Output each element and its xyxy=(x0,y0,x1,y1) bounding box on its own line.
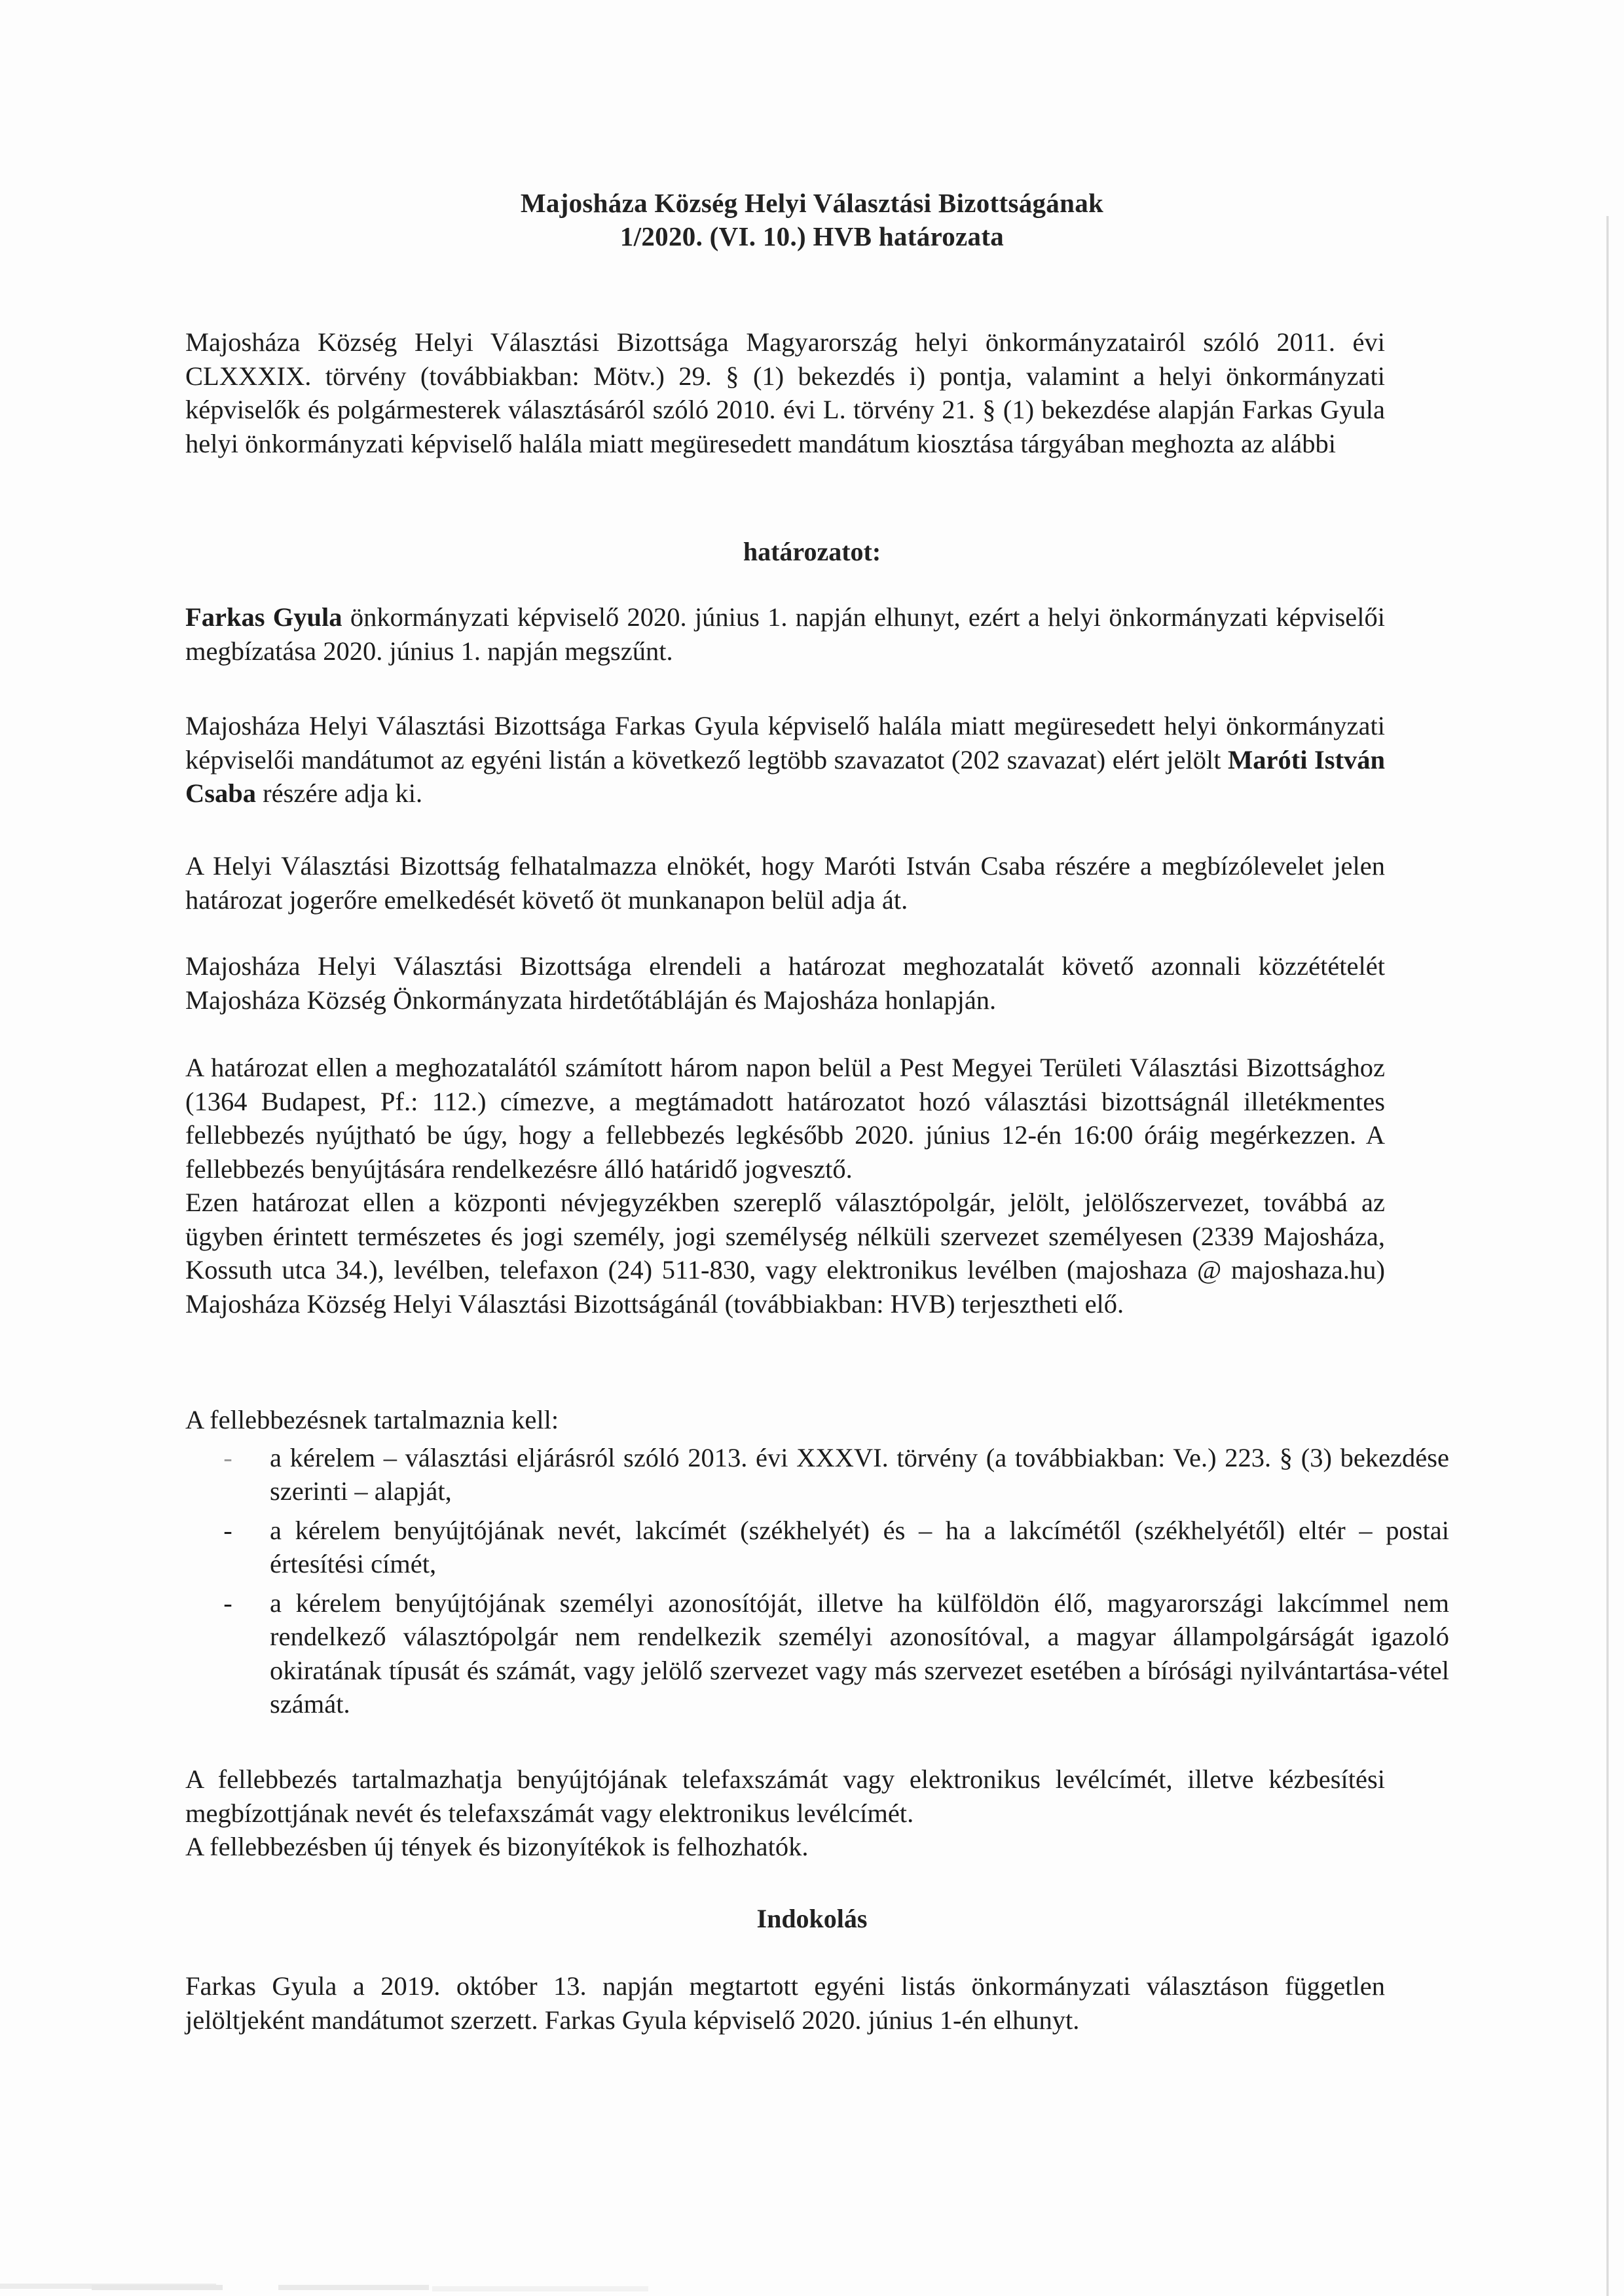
reasoning-paragraph-text: Farkas Gyula a 2019. október 13. napján megtartott egyéni listás önkormányzati választáson független jelöltjeként mandátumot szerzett. Farkas Gyula képviselő 2020. június 1-én elhunyt. xyxy=(185,1971,1385,2035)
scan-bottom-artifact xyxy=(92,2285,223,2290)
appeal-contents-intro: A fellebbezésnek tartalmaznia kell: xyxy=(185,1405,559,1434)
dash-bullet-icon: - xyxy=(223,1442,232,1472)
decision-heading: határozatot: xyxy=(743,537,881,566)
optional-contents-text: A fellebbezés tartalmazhatja benyújtójának telefaxszámát vagy elektronikus levélcímét, illetve kézbesítési megbízottjának nevét és telefaxszámát vagy elektronikus levélcímét. xyxy=(185,1764,1385,1828)
reasoning-heading: Indokolás xyxy=(756,1904,868,1933)
appeal-paragraph-2-text: Ezen határozat ellen a központi névjegyzékben szereplő választópolgár, jelölt, jelölőszervezet, továbbá az ügyben érintett természetes és jogi személy, jogi személység nélküli szervezet személyesen (2339 Majosháza, Kossuth utca 34.), levélben, telefaxon (24) 511-830, vagy elektronikus levélben (majoshaza @ majoshaza.hu) Majosháza Község Helyi Választási Bizottságánál (továbbiakban: HVB) terjesztheti elő. xyxy=(185,1188,1385,1319)
appeal-paragraph-2 xyxy=(185,1186,1385,1321)
scan-bottom-artifact xyxy=(432,2286,648,2291)
deceased-name: Farkas Gyula xyxy=(185,602,342,632)
document-title-line1: Majosháza Község Helyi Választási Bizottságának xyxy=(520,188,1104,218)
new-evidence-text: A fellebbezésben új tények és bizonyítékok is felhozhatók. xyxy=(185,1832,809,1861)
decision-paragraph-2 xyxy=(185,709,1385,811)
reasoning-paragraph xyxy=(185,1969,1385,2037)
decision-paragraph-2-after: részére adja ki. xyxy=(256,778,423,808)
appeal-paragraph-1-text: A határozat ellen a meghozatalától számított három napon belül a Pest Megyei Területi Választási Bizottsághoz (1364 Budapest, Pf.: 112.) címezve, a megtámadott határozatot hozó választási bizottságnál illetékmentes fellebbezés nyújtható be úgy, hogy a fellebbezés legkésőbb 2020. június 12-én 16:00 óráig megérkezzen. A fellebbezés benyújtására rendelkezésre álló határidő jogvesztő. xyxy=(185,1053,1385,1184)
appeal-paragraph-1 xyxy=(185,1051,1385,1186)
decision-paragraph-2-before: Majosháza Helyi Választási Bizottsága Farkas Gyula képviselő halála miatt megüresedett helyi önkormányzati képviselői mandátumot az egyéni listán a következő legtöbb szavazatot (202 szavazat) elért jelölt xyxy=(185,711,1385,774)
list-item xyxy=(185,1514,1449,1581)
decision-paragraph-4-text: Majosháza Helyi Választási Bizottsága elrendeli a határozat meghozatalát követő azonnali közzétételét Majosháza Község Önkormányzata hirdetőtábláján és Majosháza honlapján. xyxy=(185,951,1385,1015)
list-item xyxy=(185,1586,1449,1721)
list-item xyxy=(185,1441,1449,1508)
decision-paragraph-3-text: A Helyi Választási Bizottság felhatalmazza elnökét, hogy Maróti István Csaba részére a megbízólevelet jelen határozat jogerőre emelkedését követő öt munkanapon belül adja át. xyxy=(185,851,1385,915)
list-item-text: a kérelem benyújtójának nevét, lakcímét (székhelyét) és – ha a lakcímétől (székhelyétől) eltér – postai értesítési címét, xyxy=(270,1515,1449,1578)
scan-edge-artifact xyxy=(1606,216,1609,2296)
document-title-line2: 1/2020. (VI. 10.) HVB határozata xyxy=(619,221,1005,251)
dash-bullet-icon: - xyxy=(223,1515,232,1545)
list-item-text: a kérelem – választási eljárásról szóló 2013. évi XXXVI. törvény (a továbbiakban: Ve.) 223. § (3) bekezdése szerinti – alapját, xyxy=(270,1442,1449,1506)
new-representative-name: Maróti István Csaba xyxy=(185,744,1385,808)
appeal-contents-list xyxy=(185,1403,1449,1721)
decision-paragraph-4 xyxy=(185,949,1385,1017)
decision-paragraph-3 xyxy=(185,849,1385,917)
decision-paragraph-1-text: önkormányzati képviselő 2020. június 1. napján elhunyt, ezért a helyi önkormányzati képviselői megbízatása 2020. június 1. napján megszűnt. xyxy=(185,602,1385,666)
dash-bullet-icon: - xyxy=(223,1588,232,1618)
decision-paragraph-1 xyxy=(185,600,1385,668)
intro-paragraph xyxy=(185,325,1385,460)
optional-contents-paragraph xyxy=(185,1762,1385,1864)
scan-bottom-artifact xyxy=(278,2285,429,2290)
list-item-text: a kérelem benyújtójának személyi azonosítóját, illetve ha külföldön élő, magyarországi lakcímmel nem rendelkező választópolgár nem rendelkezik személyi azonosítóval, a magyar állampolgárságát igazoló okiratának típusát és számát, vagy jelölő szervezet vagy más szervezet esetében a bírósági nyilvántartása-vétel számát. xyxy=(270,1588,1449,1719)
intro-paragraph-text: Majosháza Község Helyi Választási Bizottsága Magyarország helyi önkormányzatairól szóló 2011. évi CLXXXIX. törvény (továbbiakban: Mötv.) 29. § (1) bekezdés i) pontja, valamint a helyi önkormányzati képviselők és polgármesterek választásáról szóló 2010. évi L. törvény 21. § (1) bekezdése alapján Farkas Gyula helyi önkormányzati képviselő halála miatt megüresedett mandátum kiosztása tárgyában meghozta az alábbi xyxy=(185,327,1385,458)
